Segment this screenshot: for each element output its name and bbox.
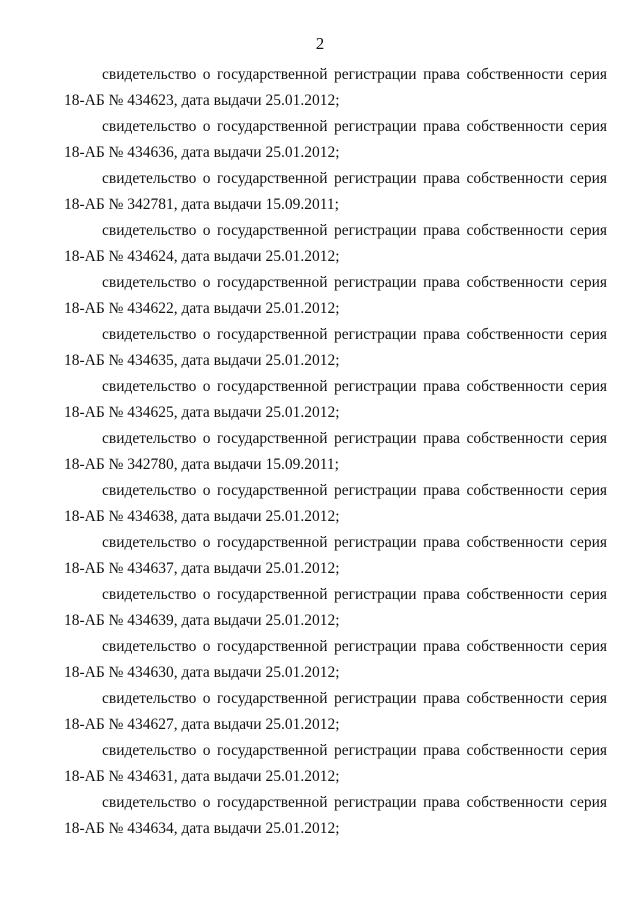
- certificate-text: свидетельство о государственной регистрации права собственности серия: [102, 222, 607, 239]
- certificate-text: свидетельство о государственной регистрации права собственности серия: [102, 118, 607, 135]
- certificate-series: 18-АБ № 434623, дата выдачи 25.01.2012;: [64, 92, 340, 109]
- certificate-list: [64, 62, 607, 842]
- certificate-series: 18-АБ № 434635, дата выдачи 25.01.2012;: [64, 352, 340, 369]
- certificate-text: свидетельство о государственной регистрации права собственности серия: [102, 274, 607, 291]
- certificate-series: 18-АБ № 342781, дата выдачи 15.09.2011;: [64, 196, 339, 213]
- certificate-entry: [64, 530, 607, 582]
- certificate-series: 18-АБ № 434638, дата выдачи 25.01.2012;: [64, 508, 340, 525]
- certificate-entry: [64, 114, 607, 166]
- certificate-series: 18-АБ № 434624, дата выдачи 25.01.2012;: [64, 248, 340, 265]
- certificate-entry: [64, 374, 607, 426]
- certificate-text: свидетельство о государственной регистрации права собственности серия: [102, 638, 607, 655]
- certificate-entry: [64, 634, 607, 686]
- certificate-text: свидетельство о государственной регистрации права собственности серия: [102, 482, 607, 499]
- certificate-series: 18-АБ № 434639, дата выдачи 25.01.2012;: [64, 612, 340, 629]
- page-number: 2: [315, 34, 325, 53]
- certificate-series: 18-АБ № 434637, дата выдачи 25.01.2012;: [64, 560, 340, 577]
- certificate-text: свидетельство о государственной регистрации права собственности серия: [102, 690, 607, 707]
- certificate-series: 18-АБ № 434634, дата выдачи 25.01.2012;: [64, 820, 340, 837]
- certificate-entry: [64, 582, 607, 634]
- certificate-entry: [64, 738, 607, 790]
- certificate-series: 18-АБ № 434622, дата выдачи 25.01.2012;: [64, 300, 340, 317]
- certificate-series: 18-АБ № 434630, дата выдачи 25.01.2012;: [64, 664, 340, 681]
- certificate-entry: [64, 62, 607, 114]
- certificate-text: свидетельство о государственной регистрации права собственности серия: [102, 794, 607, 811]
- certificate-text: свидетельство о государственной регистрации права собственности серия: [102, 534, 607, 551]
- certificate-series: 18-АБ № 434625, дата выдачи 25.01.2012;: [64, 404, 340, 421]
- certificate-text: свидетельство о государственной регистрации права собственности серия: [102, 742, 607, 759]
- certificate-text: свидетельство о государственной регистрации права собственности серия: [102, 326, 607, 343]
- certificate-entry: [64, 322, 607, 374]
- certificate-text: свидетельство о государственной регистрации права собственности серия: [102, 430, 607, 447]
- certificate-series: 18-АБ № 434631, дата выдачи 25.01.2012;: [64, 768, 340, 785]
- certificate-entry: [64, 218, 607, 270]
- certificate-entry: [64, 790, 607, 842]
- certificate-text: свидетельство о государственной регистрации права собственности серия: [102, 170, 607, 187]
- certificate-series: 18-АБ № 434636, дата выдачи 25.01.2012;: [64, 144, 340, 161]
- certificate-entry: [64, 166, 607, 218]
- certificate-entry: [64, 478, 607, 530]
- certificate-series: 18-АБ № 434627, дата выдачи 25.01.2012;: [64, 716, 340, 733]
- certificate-text: свидетельство о государственной регистрации права собственности серия: [102, 586, 607, 603]
- certificate-entry: [64, 270, 607, 322]
- certificate-text: свидетельство о государственной регистрации права собственности серия: [102, 66, 607, 83]
- certificate-entry: [64, 426, 607, 478]
- certificate-text: свидетельство о государственной регистрации права собственности серия: [102, 378, 607, 395]
- certificate-series: 18-АБ № 342780, дата выдачи 15.09.2011;: [64, 456, 339, 473]
- certificate-entry: [64, 686, 607, 738]
